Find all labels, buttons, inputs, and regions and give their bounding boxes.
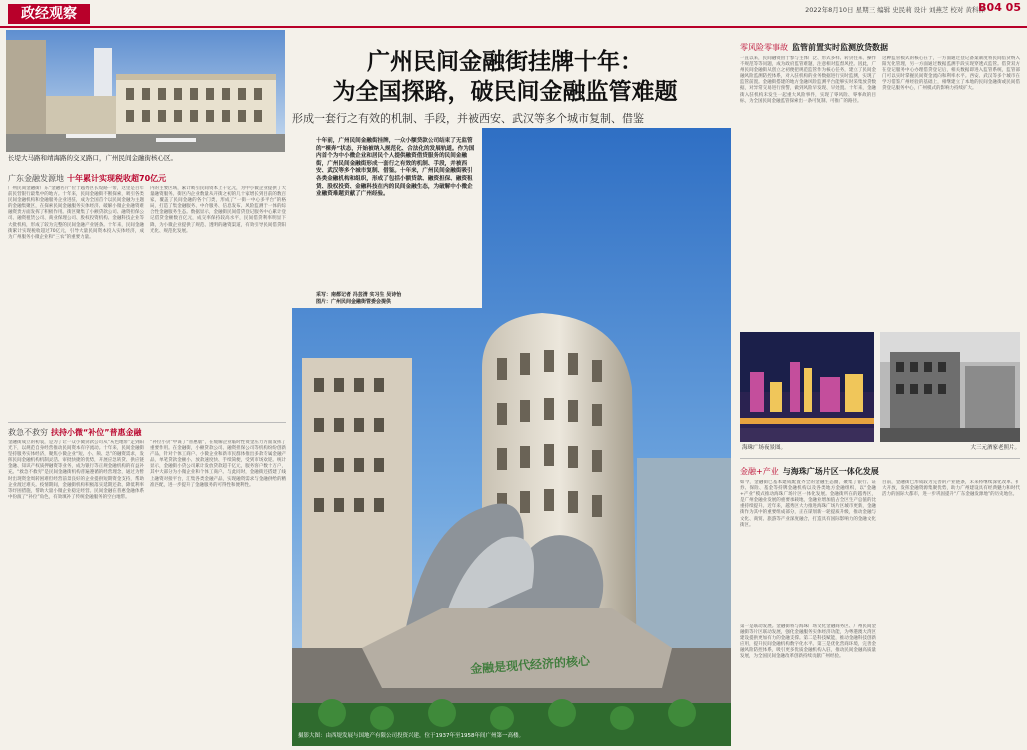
headline-deck: 形成一套行之有效的机制、手段，并被西安、武汉等多个城市复制、借鉴 — [292, 112, 644, 125]
historic-photo — [880, 332, 1020, 442]
sculpture-inscription: 金融是现代经济的核心 — [469, 653, 591, 677]
section-heading-microfinance — [8, 427, 142, 438]
heading-kicker: 广东金融发源地 — [8, 174, 64, 183]
article-column: 如今，金融街已基本建成配置齐全的金融生态圈，聚集了银行、证券、保险、基金等持牌金融机构以及各类地方金融组织，以“金融+产业”模式推动海珠广场片区一体化发展。金融街所在的越秀区，是广州金融业发展的重要承载地，金融业增加值占全区生产总值的比重持续提升。近年来，越秀区大力推进海珠广场片区城市更新，金融街作为其中的重要组成部分，正在谋划新一轮提质升级，推动金融与文化、商贸、旅游等产业深度融合，打造具有国际影响力的金融文化街区。 — [740, 480, 876, 528]
main-photo-caption: 摄影大图：由西堤发展与国地产有限公司投资兴建，位于1937年至1958年间广州第一高楼。 — [298, 733, 524, 739]
historic-photo-graphic — [880, 332, 1020, 442]
article-column: 这种监管模式的核心在于，一方面通过登记备案制度将民间借贷纳入阳光化管理，另一方面通过数据监测手段实现穿透式监管。借贷双方在登记服务中心办理借贷登记后，相关数据即进入监管系统，监管部门可以实时掌握民间资金流向和利率水平。西安、武汉等多个城市在学习借鉴广州经验的基础上，相继建立了本地的民间金融街或民间借贷登记服务中心，广州模式的影响力持续扩大。 — [882, 56, 1020, 92]
article-column: 一直以来，民间融资由于参与主体广泛、形式多样、转贷往来、操作不规范等等问题，成为政府监管难题，注意相对监督风控。因此，广州民间金融街从创立之初便把规范监管作为核心任务，建立了民间金融风险监测防控体系，对入驻机构的业务数据进行实时监测，实现了监管前置。金融街搭建的地方金融风险监测平台能够实时采集放贷数据，对异常交易进行预警，做到风险早发现、早处置。十年来，金融街入驻机构未发生一起重大风险事件，实现了零风险、零事故的目标，为全国民间金融监管探索出一条可复制、可推广的路径。 — [740, 56, 876, 104]
column-divider — [8, 422, 286, 423]
main-photo-graphic — [292, 128, 731, 746]
heading-title: 扶持小微“补位”普惠金融 — [51, 428, 142, 437]
section-tag: 政经观察 — [8, 4, 90, 24]
section-heading-tax — [8, 173, 166, 184]
heading-kicker: 金融+产业 — [740, 467, 779, 476]
byline-reporters: 采写：南都记者 冯芸清 实习生 吴诗怡 — [316, 292, 402, 298]
issue-line: 2022年8月10日 星期三 编辑 史民莉 设计 刘燕芝 校对 黄科锋 — [805, 6, 985, 14]
heading-kicker: 救急不救穷 — [8, 428, 48, 437]
column-divider — [740, 458, 1020, 459]
section-heading-industry — [740, 466, 879, 477]
article-column: “补位小贷”中谋了“普惠版”，在缓解企业临时性资金压力方面发挥了重要作用。在金融街，小额贷款公司、融资担保公司等机构纷纷创新产品，针对个体工商户、小微企业和新市民群体推出多款专属金融产品，单笔贷款金额小、放款速度快、手续简便，受到市场欢迎。统计显示，金融街小贷公司累计发放贷款超千亿元，服务客户数十万户，其中大部分为小微企业和个体工商户。与此同时，金融街还搭建了线上融资对接平台，汇集各类金融产品，实现融资需求与金融供给的精准匹配，进一步提升了金融服务的可得性和便利性。 — [150, 440, 286, 488]
article-column: 金融街成立的初衷，是为了让一众小微贷款公司从“灰色地带”走到阳光下，以规范自身经营推动民间资本有序流动。十年来，民间金融街坚持服务实体经济，聚焦小微企业“短、小、频、急”的融资需求，发挥民间金融机构机制灵活、审批快捷的优势，开展应急转贷、供应链金融、知识产权质押融资等业务，成为银行等正规金融机构的有益补充。“救急不救穷”是民间金融街机构普遍遵循的经营理念，通过为暂时出现资金周转困难但经营前景良好的企业提供短期资金支持，帮助企业渡过难关。疫情期间，金融街机构积极落实延期还款、降低利率等纾困措施，帮助大量小微企业稳定经营。民间金融在普惠金融体系中扮演了“补位”角色，有效填补了传统金融服务的空白地带。 — [8, 440, 144, 500]
headline-line-2: 为全国探路，破民间金融监管难题 — [332, 78, 678, 105]
street-photo — [6, 30, 285, 152]
street-photo-graphic — [6, 30, 285, 152]
page-number: B04 05 — [978, 1, 1021, 14]
article-column: 内的主要区域，累计吸引民间资本上千亿元，为中小微企业提供了大量融资服务。街区内企业数量从开街之初的几十家增长到目前的数百家，覆盖了民间金融的各个门类，形成了“一街一中心多平台”的格局，打造了集金融服务、中介服务、信息发布、风险监测于一体的综合性金融服务生态。数据显示，金融街民间借贷登记服务中心累计登记借贷金额数百亿元，成交率保持较高水平，民间借贷利率明显下降，为小微企业提供了规范、透明的融资渠道，有效引导民间借贷阳光化、规范化发展。 — [150, 186, 286, 234]
byline-photos: 图片：广州民间金融街管委会提供 — [316, 299, 392, 305]
article-column: 目前，金融街已形成较为完善的产业链条，未来将继续深化改革、扩大开放，发挥金融资源集聚优势，助力广州建设具有经典魅力和时代活力的国际大都市，进一步巩固提升“广东金融发源地”的历史地位。 — [882, 480, 1020, 498]
heading-title: 监管前置实时监测放贷数据 — [792, 43, 888, 52]
street-photo-caption: 长堤大马路和靖海路的交叉路口，广州民间金融街核心区。 — [8, 154, 177, 162]
main-photo — [292, 128, 731, 746]
night-view-caption: 海珠广场夜景图。 — [742, 445, 787, 451]
article-column: 广州民间金融街广东“金融名片”位于越秀区长堤路一带，这里是百年前民营银行最集中的地方。十年来，民间金融街不断探索，吸引各类民间金融机构和金融服务企业进驻，成为全国首个以民间金融为主题的金融集聚区，在探索民间金融服务实体经济、破解小微企业融资难融资贵方面发挥了积极作用。街区聚集了小额贷款公司、融资担保公司、融资租赁公司、商业保理公司、股权投资机构、金融科技企业等大批机构，形成了较为完整的民间金融产业链条。十年来，民间金融街累计实现税收超过70亿元，引导大量民间资本投入实体经济，成为广州服务小微企业和“三农”的重要力量。 — [8, 186, 144, 240]
night-view-graphic — [740, 332, 874, 442]
heading-title: 十年累计实现税收超70亿元 — [67, 174, 167, 183]
section-heading-supervision — [740, 42, 888, 53]
article-intro: 十年前，广州民间金融街挂牌，一众小额贷款公司结束了无监管的“裸奔”状态，开始被纳入规范化、合法化的发展轨道。作为国内首个为中小微企业和居民个人提供融资借贷服务的民间金融街，广州民间金融街形成一套行之有效的机制、手段，并被西安、武汉等多个城市复制、借鉴。十年来，广州民间金融街吸引各类金融机构和组织，形成了包括小额贷款、融资担保、融资租赁、股权投资、金融科技在内的民间金融生态，为破解中小微企业融资难题贡献了广州经验。 — [316, 138, 475, 198]
byline — [316, 292, 476, 306]
night-view-photo — [740, 332, 874, 442]
article-column: 第一是联动发展。金融街将与海珠广场文化金融商务区、广州民间金融街等片区联动发展，强化金融服务实体经济功能，为粤港澳大湾区建设提供更加有力的金融支撑。第二是科技赋能，推动金融科技创新应用，提升民间金融机构数字化水平。第三是优化营商环境，完善金融风险防控体系，吸引更多优质金融机构入驻，推动民间金融高质量发展，为全国民间金融改革创新持续贡献广州经验。 — [740, 624, 876, 660]
historic-photo-caption: 大三元酒家老照片。 — [970, 445, 1020, 451]
masthead — [0, 0, 1027, 26]
heading-title: 与海珠广场片区一体化发展 — [782, 467, 879, 476]
headline-line-1: 广州民间金融街挂牌十年： — [367, 48, 643, 75]
masthead-rule — [0, 26, 1027, 28]
heading-kicker: 零风险零事故 — [740, 43, 788, 52]
